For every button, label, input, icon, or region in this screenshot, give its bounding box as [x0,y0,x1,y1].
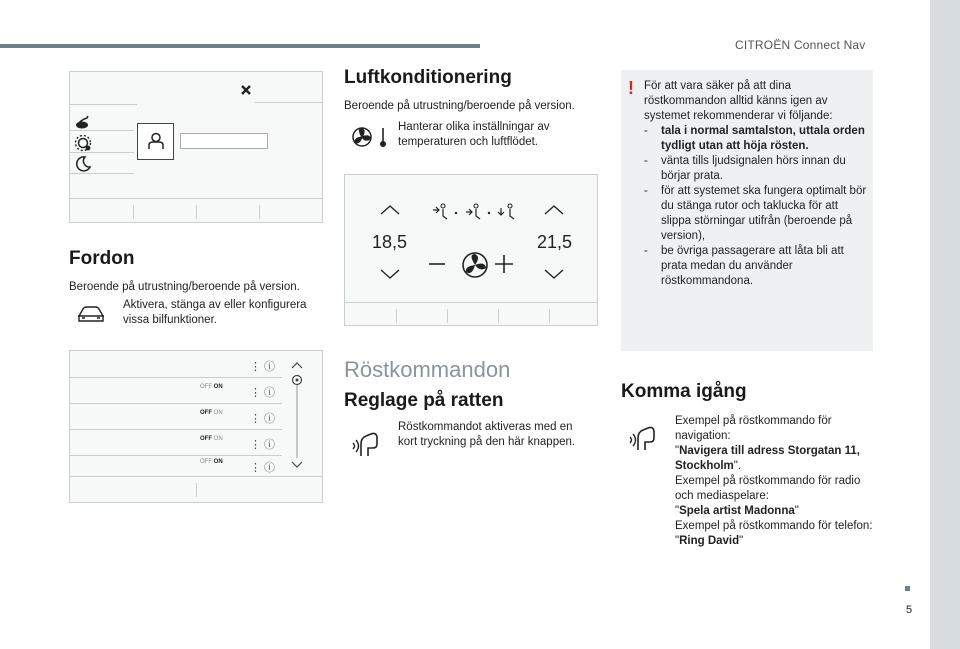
temperature-right: 21,5 [537,232,573,252]
warning-icon: ! [628,78,634,98]
profile-icon [146,131,166,151]
voice-command-icon [627,420,659,452]
settings-gear-icon [74,134,92,152]
rostkommandon-heading: Röstkommandon [344,357,511,382]
radio-example-label: Exempel på röstkommando för radio och mediaspelare: [675,475,861,502]
scroll-control-icon [289,360,305,470]
moon-icon [74,155,92,173]
temp-right-up-icon [543,204,565,216]
phone-example-command: "Ring David" [675,535,744,547]
voice-tip-3: - för att systemet ska fungera optimalt bör du stänga rutor och taklucka för att slippa störningar utifrån (beroende på version), [644,185,867,242]
continue-marker [905,586,910,591]
brand-label: CITROËN Connect Nav [735,38,866,52]
luftkonditionering-description: Hanterar olika inställningar av temperaturen och luftflödet. [398,121,550,148]
switch-row-3: OFF ON [200,436,223,442]
air-distribution-icons [430,202,520,222]
info-button-row-4: ⋮ ⓘ [250,439,276,451]
switch-row-1: OFF ON [200,384,223,390]
temperature-left: 18,5 [372,232,408,252]
fordon-heading: Fordon [69,248,135,269]
info-button-row-5: ⋮ ⓘ [250,462,276,474]
vehicle-functions-illustration [69,350,323,503]
top-rule [0,44,480,48]
info-button-row-1: ⋮ ⓘ [250,361,276,373]
luftkonditionering-heading: Luftkonditionering [344,67,512,88]
voice-tips-intro: För att vara säker på att dina röstkommandon alltid känns igen av systemet rekommenderar vi följande: [644,80,833,122]
luftkonditionering-intro: Beroende på utrustning/beroende på version. [344,100,575,112]
info-button-row-2: ⋮ ⓘ [250,387,276,399]
komma-igang-examples [675,414,875,549]
voice-tips-content [644,79,870,289]
page-number: 5 [906,604,913,616]
temp-left-down-icon [379,268,401,280]
car-icon [76,305,106,325]
temp-right-down-icon [543,268,565,280]
fordon-description: Aktivera, stänga av eller konfigurera vissa bilfunktioner. [123,299,307,326]
komma-igang-heading: Komma igång [621,381,747,402]
close-icon [240,84,252,96]
switch-row-2: OFF ON [200,410,223,416]
phone-example-label: Exempel på röstkommando för telefon: [675,520,873,532]
fordon-intro: Beroende på utrustning/beroende på version. [69,281,300,293]
profile-name-field [180,133,268,149]
switch-row-4: OFF ON [200,459,223,465]
navigation-example-label: Exempel på röstkommando för navigation: [675,415,832,442]
fan-speed-icon [427,250,523,282]
voice-tip-1: - tala i normal samtalston, uttala orden tydligt utan att höja rösten. [644,125,865,152]
reglage-pa-ratten-heading: Reglage på ratten [344,390,504,411]
temp-left-up-icon [379,204,401,216]
navigation-example-command: "Navigera till adress Storgatan 11, Stockholm". [675,445,860,472]
fan-temperature-icon [350,125,390,149]
page-edge-bar [930,0,960,649]
info-button-row-3: ⋮ ⓘ [250,413,276,425]
voice-tip-4: - be övriga passagerare att låta bli att prata medan du använder röstkommandona. [644,245,844,287]
voice-command-icon [350,426,382,458]
brush-icon [74,112,92,130]
voice-tip-2: - vänta tills ljudsignalen hörs innan du börjar prata. [644,155,846,182]
radio-example-command: "Spela artist Madonna" [675,505,799,517]
rostkommandon-description: Röstkommandot aktiveras med en kort tryckning på den här knappen. [398,421,576,448]
